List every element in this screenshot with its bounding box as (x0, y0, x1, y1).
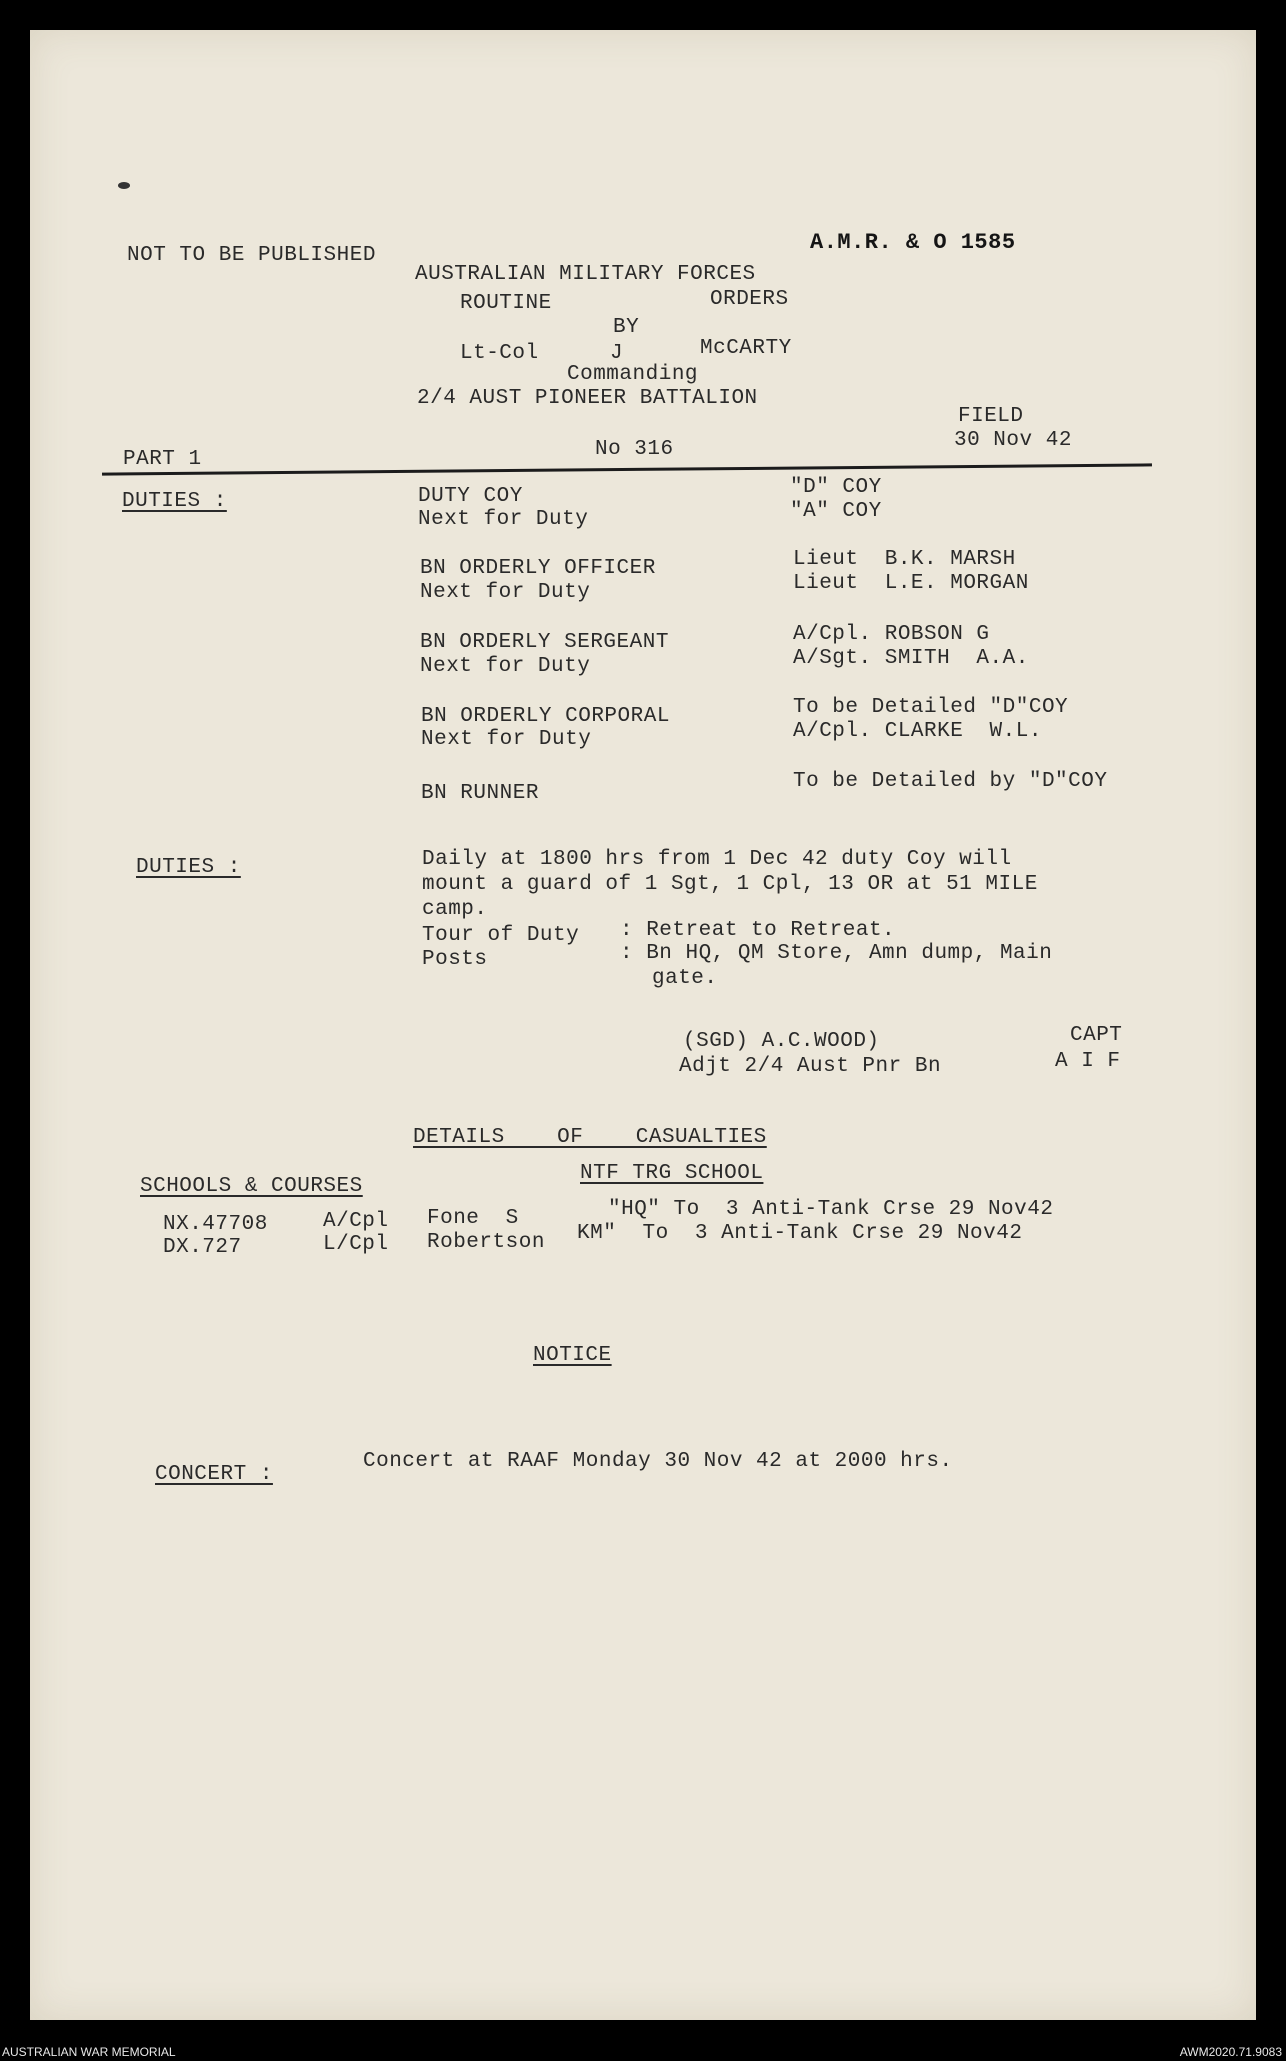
orders-word: ORDERS (710, 288, 789, 311)
duty-value: "A" COY (790, 500, 882, 523)
not-published-note: NOT TO BE PUBLISHED (127, 244, 376, 267)
tour-value: : Retreat to Retreat. (620, 919, 896, 942)
posts-value: : Bn HQ, QM Store, Amn dump, Main (620, 942, 1053, 965)
duty-label: BN ORDERLY SERGEANT (420, 631, 669, 654)
part-label: PART 1 (123, 448, 202, 471)
posts-label: Posts (422, 948, 488, 971)
tour-label: Tour of Duty (422, 924, 580, 947)
duty-value: A/Cpl. ROBSON G (793, 623, 990, 646)
duty-label: Next for Duty (420, 581, 591, 604)
duty-value: A/Cpl. CLARKE W.L. (793, 720, 1042, 743)
soldier-number: NX.47708 (163, 1213, 268, 1236)
order-number: No 316 (595, 438, 674, 461)
document-page (30, 30, 1256, 2020)
guard-line: camp. (422, 898, 488, 921)
signature-rank: CAPT (1070, 1024, 1123, 1047)
footer-accession: AWM2020.71.9083 (1179, 2045, 1282, 2059)
posts-value-cont: gate. (652, 967, 718, 990)
routine-word: ROUTINE (460, 292, 552, 315)
soldier-rank: L/Cpl (323, 1233, 389, 1256)
soldier-name: Fone S (427, 1207, 519, 1230)
duty-label: BN ORDERLY CORPORAL (421, 705, 670, 728)
guard-line: mount a guard of 1 Sgt, 1 Cpl, 13 OR at 51 MILE (422, 873, 1038, 896)
concert-label: CONCERT : (155, 1463, 273, 1486)
signed-by: (SGD) A.C.WOOD) (683, 1030, 880, 1053)
casualties-heading: DETAILS OF CASUALTIES (413, 1126, 767, 1149)
order-reference: A.M.R. & O 1585 (810, 230, 1016, 255)
commanding-word: Commanding (567, 363, 699, 386)
duty-value: Lieut L.E. MORGAN (793, 572, 1029, 595)
unit-name: 2/4 AUST PIONEER BATTALION (417, 387, 758, 410)
order-date: 30 Nov 42 (954, 429, 1072, 452)
casualty-detail: "HQ" To 3 Anti-Tank Crse 29 Nov42 (608, 1198, 1054, 1221)
forces-title: AUSTRALIAN MILITARY FORCES (415, 263, 756, 286)
signature-appointment: Adjt 2/4 Aust Pnr Bn (679, 1055, 942, 1078)
footer-institution: AUSTRALIAN WAR MEMORIAL (2, 2045, 176, 2059)
duty-value: A/Sgt. SMITH A.A. (793, 647, 1029, 670)
duties-heading: DUTIES : (122, 490, 227, 513)
header-rule (102, 463, 1152, 475)
by-word: BY (613, 316, 640, 339)
duty-label: DUTY COY (418, 485, 523, 508)
signature-force: A I F (1055, 1050, 1121, 1073)
location: FIELD (958, 405, 1024, 428)
duty-value: Lieut B.K. MARSH (793, 548, 1016, 571)
duty-value: To be Detailed by "D"COY (793, 770, 1108, 793)
soldier-name: Robertson (427, 1231, 545, 1254)
commander-rank: Lt-Col (460, 342, 539, 365)
casualty-detail: KM" To 3 Anti-Tank Crse 29 Nov42 (577, 1222, 1023, 1245)
notice-heading: NOTICE (533, 1344, 612, 1367)
duty-label: BN RUNNER (421, 782, 539, 805)
schools-heading: SCHOOLS & COURSES (140, 1175, 363, 1198)
commander-initial: J (610, 342, 624, 365)
soldier-rank: A/Cpl (323, 1210, 389, 1233)
ink-blot (118, 182, 130, 189)
duty-label: Next for Duty (421, 728, 592, 751)
commander-surname: McCARTY (700, 337, 792, 360)
duty-label: Next for Duty (418, 508, 589, 531)
duty-label: BN ORDERLY OFFICER (420, 557, 656, 580)
duty-label: Next for Duty (420, 655, 591, 678)
duty-value: "D" COY (790, 476, 882, 499)
duty-value: To be Detailed "D"COY (793, 696, 1069, 719)
concert-text: Concert at RAAF Monday 30 Nov 42 at 2000 hrs. (363, 1450, 953, 1473)
guard-line: Daily at 1800 hrs from 1 Dec 42 duty Coy will (422, 848, 1012, 871)
school-name: NTF TRG SCHOOL (580, 1162, 764, 1185)
soldier-number: DX.727 (163, 1236, 242, 1259)
guard-duties-heading: DUTIES : (136, 856, 241, 879)
